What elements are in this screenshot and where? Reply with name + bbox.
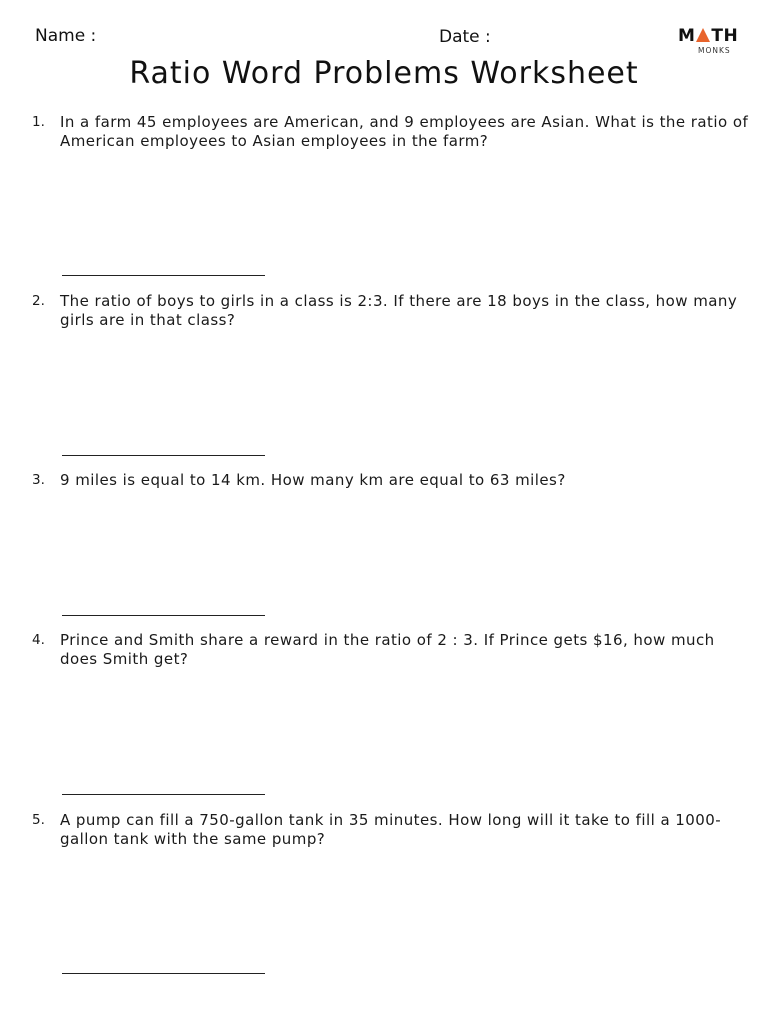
date-label: Date : <box>439 27 491 47</box>
logo-letter-m: M <box>678 26 696 46</box>
question-1-answer-line[interactable] <box>62 275 265 276</box>
question-5-text: A pump can fill a 750-gallon tank in 35 minutes. How long will it take to fill a 1000-gallon tank with the same pump? <box>60 811 722 848</box>
page-title: Ratio Word Problems Worksheet <box>129 56 639 91</box>
question-3-answer-line[interactable] <box>62 615 265 616</box>
question-3-number: 3. <box>32 472 45 488</box>
question-4-text: Prince and Smith share a reward in the ratio of 2 : 3. If Prince gets $16, how much does Smith get? <box>60 631 715 668</box>
question-5-number: 5. <box>32 812 45 828</box>
question-4-number: 4. <box>32 632 45 648</box>
question-5-answer-line[interactable] <box>62 973 265 974</box>
triangle-icon <box>696 28 710 42</box>
logo-letters-th: TH <box>711 26 739 46</box>
question-2-number: 2. <box>32 293 45 309</box>
logo-subtitle: MONKS <box>698 46 731 55</box>
question-4-answer-line[interactable] <box>62 794 265 795</box>
question-3-text: 9 miles is equal to 14 km. How many km are equal to 63 miles? <box>60 471 566 489</box>
logo-wordmark <box>678 26 738 46</box>
name-label: Name : <box>35 26 97 46</box>
question-2-answer-line[interactable] <box>62 455 265 456</box>
question-2-text: The ratio of boys to girls in a class is 2:3. If there are 18 boys in the class, how many girls are in that class? <box>60 292 738 329</box>
question-1-number: 1. <box>32 114 45 130</box>
question-1-text: In a farm 45 employees are American, and 9 employees are Asian. What is the ratio of American employees to Asian employees in the farm? <box>60 113 749 150</box>
